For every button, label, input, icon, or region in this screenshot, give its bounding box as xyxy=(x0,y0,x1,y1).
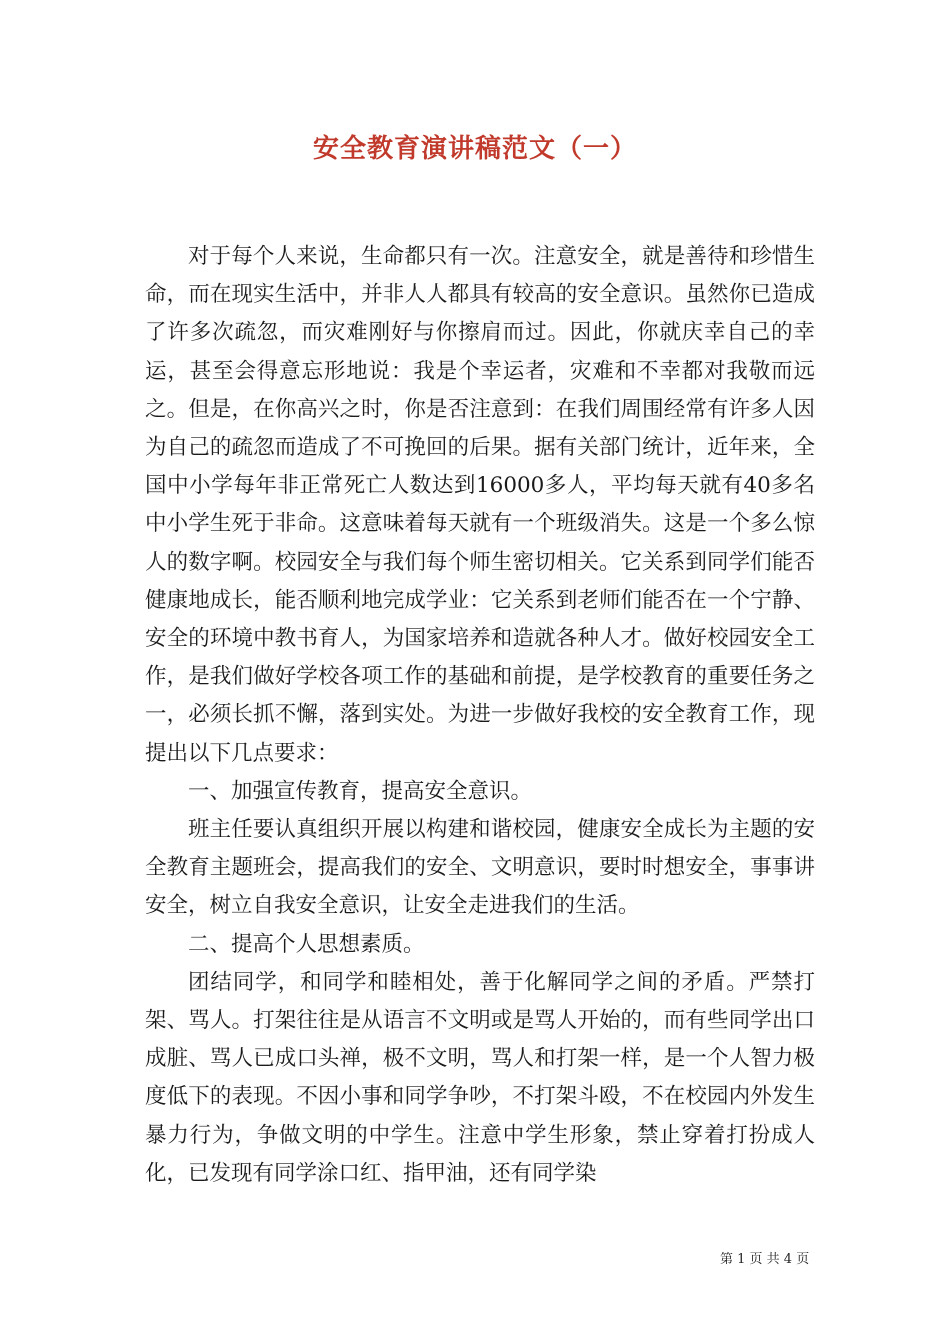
document-body xyxy=(145,238,815,1193)
page-title: 安全教育演讲稿范文（一） xyxy=(312,134,637,164)
paragraph-heading-1: 一、加强宣传教育，提高安全意识。 xyxy=(188,778,533,804)
paragraph-section-2: 团结同学，和同学和睦相处，善于化解同学之间的矛盾。严禁打架、骂人。打架往往是从语言不文明或是骂人开始的，而有些同学出口成脏、骂人已成口头禅，极不文明，骂人和打架一样，是一个人智力极度低下的表现。不因小事和同学争吵，不打架斗殴，不在校园内外发生暴力行为，争做文明的中学生。注意中学生形象，禁止穿着打扮成人化，已发现有同学涂口红、指甲油，还有同学染 xyxy=(145,969,815,1186)
paragraph-section-1: 班主任要认真组织开展以构建和谐校园，健康安全成长为主题的安全教育主题班会，提高我们的安全、文明意识，要时时想安全，事事讲安全，树立自我安全意识，让安全走进我们的生活。 xyxy=(145,817,815,919)
paragraph-intro: 对于每个人来说，生命都只有一次。注意安全，就是善待和珍惜生命，而在现实生活中，并非人人都具有较高的安全意识。虽然你已造成了许多次疏忽，而灾难刚好与你擦肩而过。因此，你就庆幸自己的幸运，甚至会得意忘形地说：我是个幸运者，灾难和不幸都对我敬而远之。但是，在你高兴之时，你是否注意到：在我们周围经常有许多人因为自己的疏忽而造成了不可挽回的后果。据有关部门统计，近年来，全国中小学每年非正常死亡人数达到16000多人，平均每天就有40多名中小学生死于非命。这意味着每天就有一个班级消失。这是一个多么惊人的数字啊。校园安全与我们每个师生密切相关。它关系到同学们能否健康地成长，能否顺利地完成学业：它关系到老师们能否在一个宁静、安全的环境中教书育人，为国家培养和造就各种人才。做好校园安全工作，是我们做好学校各项工作的基础和前提，是学校教育的重要任务之一，必须长抓不懈，落到实处。为进一步做好我校的安全教育工作，现提出以下几点要求： xyxy=(145,244,815,766)
paragraph-heading-2: 二、提高个人思想素质。 xyxy=(188,931,425,957)
page-footer: 第 1 页 共 4 页 xyxy=(720,1252,810,1267)
